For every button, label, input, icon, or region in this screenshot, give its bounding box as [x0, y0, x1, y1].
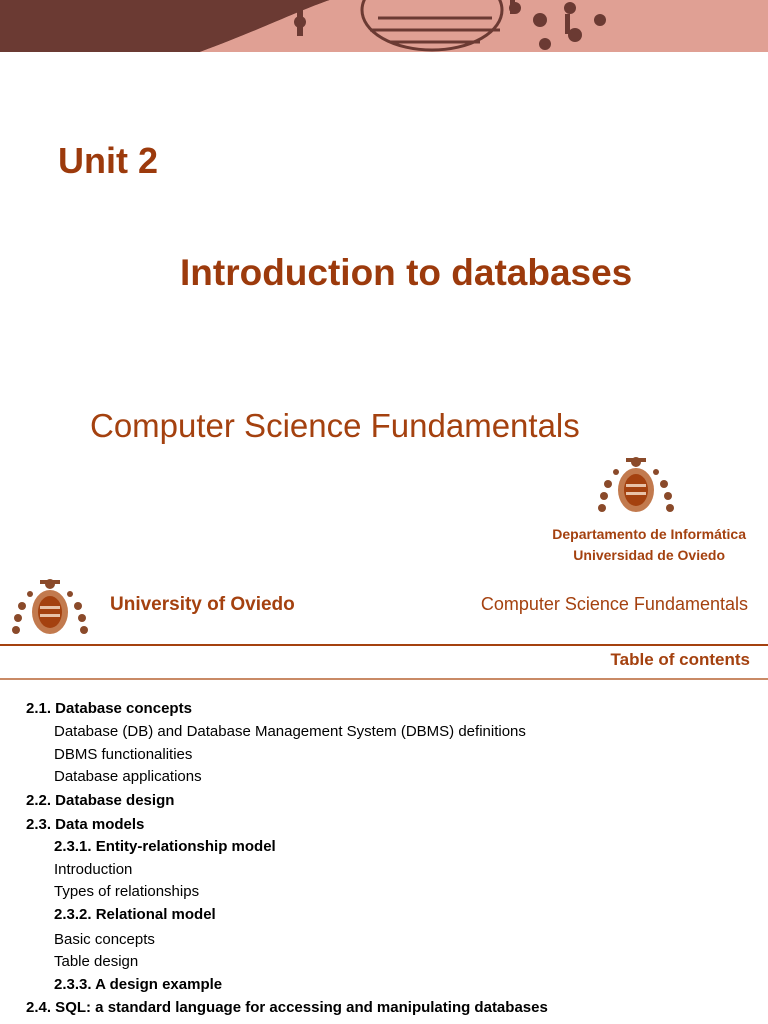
course-name: Computer Science Fundamentals: [480, 594, 748, 614]
university-crest-icon: [596, 454, 676, 523]
department-name: Departamento de Informática: [552, 526, 746, 542]
toc-item-2-3-1: 2.3.1. Entity-relationship model: [54, 838, 276, 855]
toc-item-2-1: 2.1. Database concepts: [26, 700, 192, 717]
divider: [0, 644, 768, 646]
toc-item: Types of relationships: [54, 883, 200, 900]
toc-heading: Table of contents: [610, 650, 750, 669]
page-title: Introduction to databases: [180, 252, 633, 293]
university-crest-icon: [10, 576, 90, 645]
header-band: [0, 0, 768, 52]
toc-item-2-3-3: 2.3.3. A design example: [54, 976, 223, 993]
toc-item-2-2: 2.2. Database design: [26, 792, 175, 809]
university-name-es: Universidad de Oviedo: [573, 547, 725, 563]
toc-item-2-3: 2.3. Data models: [26, 816, 145, 833]
toc-item: Database applications: [54, 768, 202, 785]
toc-item: Database (DB) and Database Management System (DBMS) definitions: [54, 723, 526, 740]
title-slide: [0, 52, 768, 646]
toc-item: DBMS functionalities: [54, 746, 193, 763]
toc-slide-header: [0, 574, 768, 684]
department-block: [552, 524, 746, 566]
course-subtitle: Computer Science Fundamentals: [90, 407, 580, 444]
toc-item: Basic concepts: [54, 931, 155, 948]
toc-item: Table design: [54, 953, 139, 970]
divider: [0, 678, 768, 680]
toc-item: Introduction: [54, 861, 133, 878]
unit-label: Unit 2: [58, 140, 159, 181]
crest-watermark-image: [0, 0, 768, 52]
toc-item-2-3-2: 2.3.2. Relational model: [54, 906, 216, 923]
toc-item-2-4: 2.4. SQL: a standard language for accessing and manipulating databases: [26, 999, 548, 1016]
university-name: University of Oviedo: [110, 594, 295, 615]
